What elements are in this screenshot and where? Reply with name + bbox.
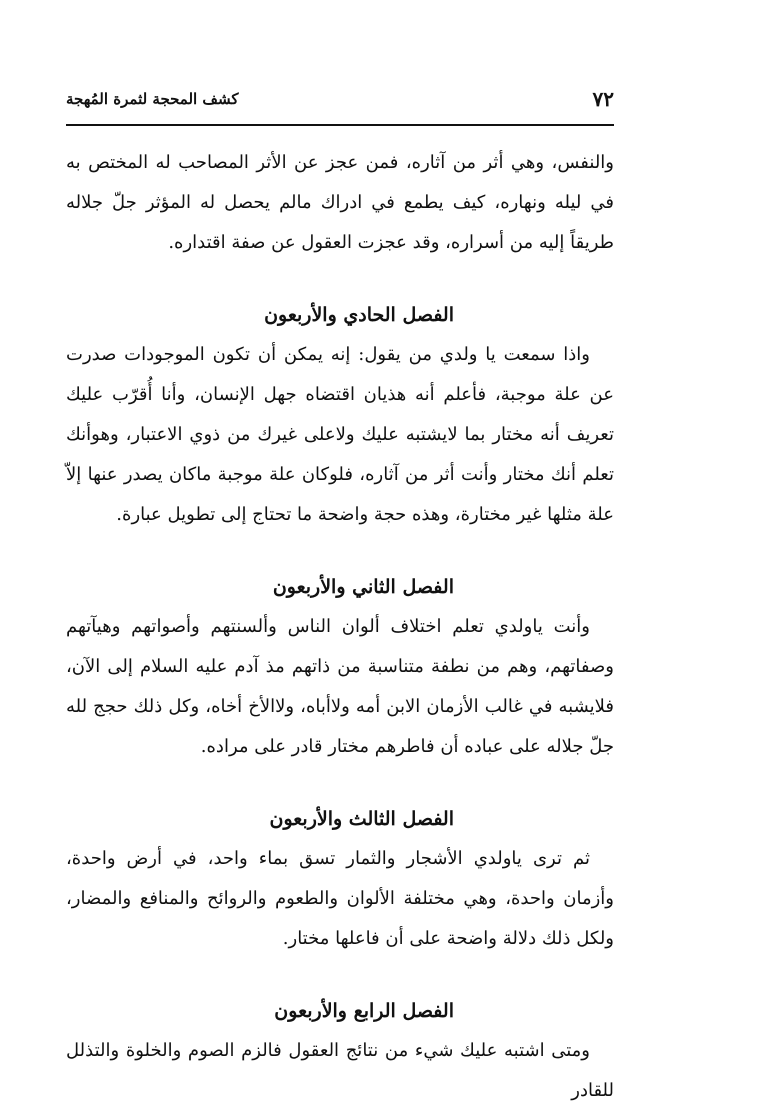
section-heading: الفصل الرابع والأربعون (274, 1000, 454, 1022)
section-gap (66, 959, 614, 991)
section-gap (66, 263, 614, 295)
section-gap (66, 535, 614, 567)
page-number: ٧٢ (592, 87, 614, 111)
page-header (66, 84, 614, 114)
paragraph: ومتى اشتبه عليك شيء من نتائج العقول فالزم الصوم والخلوة والتذلل للقادر (66, 1040, 614, 1101)
section-heading: الفصل الثاني والأربعون (272, 576, 454, 598)
running-title: كشف المحجة لثمرة المُهجة (66, 90, 239, 108)
section-heading: الفصل الحادي والأربعون (264, 304, 454, 326)
paragraph: وأنت ياولدي تعلم اختلاف ألوان الناس وألسنتهم وأصواتهم وهيآتهم وصفاتهم، وهم من نطفة متناسبة من ذاتهم مذ آدم عليه السلام إلى الآن، فلايشبه في غالب الأزمان الابن أمه ولاأباه، ولاالأخ أخاه، وكل ذلك حجج لله جلّ جلاله على عباده أن فاطرهم مختار قادر على مراده. (66, 616, 614, 757)
paragraph: والنفس، وهي أثر من آثاره، فمن عجز عن الأثر المصاحب له المختص به في ليله ونهاره، كيف يطمع في ادراك مالم يحصل له المؤثر جلّ جلاله طريقاً إليه من أسراره، وقد عجزت العقول عن صفة اقتداره. (66, 152, 614, 253)
header-rule (66, 124, 614, 126)
paragraph: واذا سمعت يا ولدي من يقول: إنه يمكن أن تكون الموجودات صدرت عن علة موجبة، فأعلم أنه هذيان اقتضاه جهل الإنسان، وأنا أُقرّب عليك تعريف أنه مختار بما لايشتبه عليك ولاعلى غيرك من ذوي الاعتبار، وهوأنك تعلم أنك مختار وأنت أثر من آثاره، فلوكان علة موجبة ماكان يصدر عنها إلاّ علة مثلها غير مختارة، وهذه حجة واضحة ما تحتاج إلى تطويل عبارة. (66, 344, 614, 525)
paragraph: ثم ترى ياولدي الأشجار والثمار تسق بماء واحد، في أرض واحدة، وأزمان واحدة، وهي مختلفة الألوان والطعوم والروائح والمنافع والمضار، ولكل ذلك دلالة واضحة على أن فاعلها مختار. (66, 848, 614, 949)
page-body (66, 143, 614, 1111)
section-heading: الفصل الثالث والأربعون (269, 808, 454, 830)
section-gap (66, 767, 614, 799)
book-page (66, 0, 614, 1101)
